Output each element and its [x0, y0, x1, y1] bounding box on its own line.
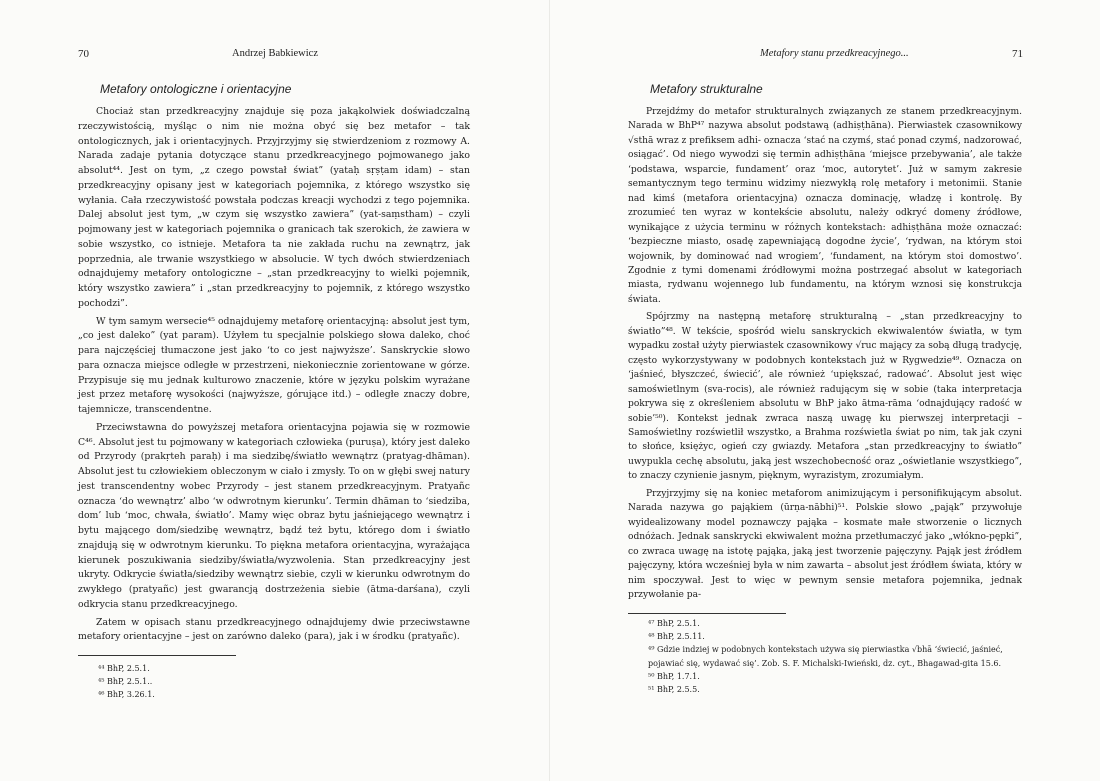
page-number: 70: [78, 48, 89, 60]
paragraph: Przejdźmy do metafor strukturalnych związanych ze stanem przedkreacyjnym. Narada w BhP⁴⁷ nazywa absolut podstawą (adhiṣṭhāna). Pierwiastek czasownikowy √sthā wraz z prefiksem adhi- oznacza ‘stać na czymś, stać ponad czymś, nadzorować, osiągać’. Od niego wywodzi się termin adhiṣṭhāna ‘miejsce przebywania’, ale także ‘podstawa, wsparcie, fundament’ oraz ‘moc, autorytet’. Już w samym zakresie semantycznym tego terminu widzimy niezwykłą rolę metafory i metonimii. Stanie nad kimś (metafora orientacyjna) oznacza dominację, władzę i kontrolę. By zrozumieć ten wyraz w kontekście absolutu, należy odkryć domeny źródłowe, wynikające z użycia terminu w różnych kontekstach: adhiṣṭhāna może oznaczać: ‘bezpieczne miasto, osadę zapewniającą dogodne życie’, ‘rydwan, na którym stoi wojownik, by dominować nad wrogiem’, ‘fundament, na którym stoi domostwo’. Zgodnie z tymi domenami źródłowymi można postrzegać absolut w kategoriach miasta, rydwanu wojennego lub fundamentu, na którym wznosi się konstrukcja świata.: [628, 107, 1022, 305]
footnote: ⁵⁰ BhP, 1.7.1.: [648, 671, 700, 681]
section-title: Metafory strukturalne: [650, 82, 763, 96]
footnote: ⁴⁹ Gdzie indziej w podobnych kontekstach używa się pierwiastka √bhā ‘świecić, jaśnieć, pojawiać się, wydawać się’. Zob. S. F. Michalski-Iwieński, dz. cyt., Bhagawad-gita 15.6.: [648, 645, 1003, 668]
footnote: ⁵¹ BhP, 2.5.5.: [648, 685, 700, 695]
footnotes: [78, 662, 470, 702]
body-text: [78, 105, 470, 648]
paragraph: Przyjrzyjmy się na koniec metaforom animizującym i personifikującym absolut. Narada nazywa go pająkiem (ūrṇa-nābhi)⁵¹. Polskie słowo „pająk” przywołuje wyidealizowany model poznawczy pająka – kosmate małe stworzenie o licznych odnóżach. Jednak sanskrycki ekwiwalent można przetłumaczyć jako „włókno-pępki”, co zwraca uwagę na istotę pająka, jaką jest tworzenie pajęczyny. Pająk jest źródłem pajęczyny, która wcześniej była w nim zawarta – absolut jest źródłem świata, który w nim spoczywał. Jest to więc w pewnym sensie metafora pojemnika, jednak przywołanie pa-: [628, 488, 1022, 600]
paragraph: W tym samym wersecie⁴⁵ odnajdujemy metaforę orientacyjną: absolut jest tym, „co jest daleko” (yat param). Użyłem tu specjalnie polskiego słowa daleko, choć para najczęściej tłumaczone jest jako ‘to co jest najwyższe’. Sanskryckie słowo para oznacza miejsce odległe w przestrzeni, niekoniecznie zorientowane w górze. Przypisuje się mu jednak kulturowo znaczenie, które w języku polskim wyrażane jest przez metaforę wysokości (najwyższe, górujące itd.) – odległe znaczy dobre, tajemnicze, transcendentne.: [78, 315, 470, 415]
paragraph: Przeciwstawna do powyższej metafora orientacyjna pojawia się w rozmowie C⁴⁶. Absolut jest tu pojmowany w kategoriach człowieka (puruṣa), który jest daleko od Przyrody (prakṛteh paraḥ) i ma siedzibę/światło wewnątrz (pratyag-dhāman). Absolut jest tu człowiekiem obleczonym w ciało i zmysły. To on w głębi swej natury jest transcendentny wobec Przyrody – jest stanem przedkreacyjnym. Pratyañc oznacza ‘do wewnątrz’ albo ‘w odwrotnym kierunku’. Termin dhāman to ‘siedziba, dom’ lub ‘moc, chwała, światło’. Mamy więc obraz bytu jaśniejącego wewnątrz i bytu mającego dom/siedzibę wewnątrz, bądź też bytu, którego dom i światło znajdują się w odwrotnym kierunku. To piękna metafora orientacyjna, wyrażająca kierunek poszukiwania siedziby/światła/wyzwolenia. Stan przedkreacyjny jest ukryty. Odkrycie światła/siedziby wewnątrz siebie, czyli w kierunku odwrotnym do zwykłego (pratyañc) jest gwarancją dostrzeżenia siebie (ātma-darśana), czyli odkrycia stanu przedkreacyjnego.: [78, 421, 471, 610]
section-title: Metafory ontologiczne i orientacyjne: [100, 82, 292, 96]
page-number: 71: [1012, 48, 1023, 60]
footnote: ⁴⁶ BhP, 3.26.1.: [98, 690, 155, 700]
footnote-rule: [78, 655, 236, 656]
footnotes: [628, 617, 1022, 696]
footnote: ⁴⁴ BhP, 2.5.1.: [98, 664, 150, 673]
paragraph: Chociaż stan przedkreacyjny znajduje się poza jakąkolwiek doświadczalną rzeczywistością, myśląc o nim nie można obyć się bez metafor – tak ontologicznych, jak i orientacyjnych. Przyjrzyjmy się stwierdzeniom z rozmowy A. Narada zadaje pytania dotyczące stanu przedkreacyjnego pojmowanego jako absolut⁴⁴. Jest on tym, „z czego powstał świat” (yataḥ sṛṣṭam idam) – stan przedkreacyjny opisany jest w kategoriach pojemnika, z którego wszystko się wyłania. Cała rzeczywistość powstała podczas kreacji wychodzi z tego pojemnika. Dalej absolut jest tym, „w czym się wszystko zawiera” (yat-saṃstham) – czyli pojmowany jest w kategoriach pojemnika o granicach tak szerokich, że zawiera w sobie wszystko, co istnieje. Metafora ta nie zakłada ruchu na zewnątrz, jak poprzednia, ale trwanie wszystkiego w absolucie. W tych dwóch stwierdzeniach odnajdujemy metafory ontologiczne – „stan przedkreacyjny to wielki pojemnik, który wszystko zawiera” i „stan przedkreacyjny to pojemnik, z którego wszystko pochodzi”.: [78, 106, 470, 309]
footnote: ⁴⁵ BhP, 2.5.1..: [98, 677, 153, 687]
paragraph: Zatem w opisach stanu przedkreacyjnego odnajdujemy dwie przeciwstawne metafory orientacyjne – jest on zarówno daleko (para), jak i w środku (pratyañc).: [78, 616, 470, 643]
running-head: Metafory stanu przedkreacyjnego...: [760, 48, 909, 59]
footnote: ⁴⁸ BhP, 2.5.11.: [648, 632, 705, 642]
body-text: [628, 105, 1022, 605]
running-head: Andrzej Babkiewicz: [232, 48, 319, 59]
right-page: [550, 0, 1100, 781]
paragraph: Spójrzmy na następną metaforę strukturalną – „stan przedkreacyjny to światło”⁴⁸. W tekście, spośród wielu sanskryckich ekwiwalentów światła, w tym wypadku został użyty pierwiastek czasownikowy √ruc mający za sobą długą tradycję, często wykorzystywany w podobnych kontekstach już w Rygwedzie⁴⁹. Oznacza on ‘jaśnieć, błyszczeć, świecić’, ale również ‘upiększać, radować’. Absolut jest więc samoświetlnym (sva-rocis), ale również radującym się w sobie (taka interpretacja pokrywa się z określeniem absolutu w BhP jako ātma-rāma ‘odnajdujący radość w sobie’⁵⁰). Kontekst jednak zwraca naszą uwagę ku pierwszej interpretacji – Samoświetlny rozświetlił wszystko, a Brahma rozświetla świat po nim, tak jak czyni to słońce, księżyc, ogień czy gwiazdy. Metafora „stan przedkreacyjny to światło” uwypukla cechę absolutu, jaką jest wszechobecność oraz „oświetlanie wszystkiego”, to znaczy czynienie jasnym, pięknym, wyrazistym, zrozumiałym.: [628, 312, 1022, 482]
footnote: ⁴⁷ BhP, 2.5.1.: [648, 619, 700, 628]
footnote-rule: [628, 613, 786, 614]
